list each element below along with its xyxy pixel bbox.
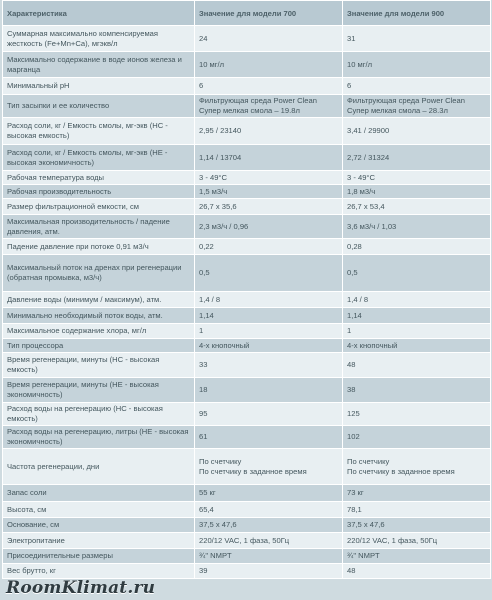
table-body	[3, 26, 491, 579]
value-model-700: 0,5	[195, 255, 343, 292]
spec-name: Расход соли, кг / Емкость смолы, мг-экв (НС - высокая емкость)	[3, 118, 195, 145]
spec-name: Частота регенерации, дни	[3, 449, 195, 485]
value-model-700: 2,3 м3/ч / 0,96	[195, 215, 343, 239]
value-model-700: 4-х кнопочный	[195, 339, 343, 353]
table-row	[3, 564, 491, 579]
table-row	[3, 518, 491, 533]
value-model-900: 1,8 м3/ч	[343, 185, 491, 199]
table-row	[3, 533, 491, 549]
spec-name: Присоединительные размеры	[3, 549, 195, 564]
spec-name: Электропитание	[3, 533, 195, 549]
table-row	[3, 549, 491, 564]
table-row	[3, 324, 491, 339]
value-model-900: 1	[343, 324, 491, 339]
table-row	[3, 308, 491, 324]
table-row	[3, 485, 491, 502]
value-model-900: 1,4 / 8	[343, 292, 491, 308]
value-model-900: 3,41 / 29900	[343, 118, 491, 145]
value-model-900: 78,1	[343, 502, 491, 518]
value-model-700: 55 кг	[195, 485, 343, 502]
spec-name: Тип процессора	[3, 339, 195, 353]
value-model-900: 6	[343, 78, 491, 95]
spec-name: Минимальный pH	[3, 78, 195, 95]
value-model-700: 0,22	[195, 239, 343, 255]
value-model-700: 37,5 x 47,6	[195, 518, 343, 533]
spec-name: Расход соли, кг / Емкость смолы, мг-экв (НЕ - высокая экономичность)	[3, 145, 195, 171]
spec-name: Основание, см	[3, 518, 195, 533]
spec-name: Суммарная максимально компенсируемая жесткость (Fe+Mn+Ca), мгэкв/л	[3, 26, 195, 52]
spec-name: Расход воды на регенерацию, литры (НЕ - высокая экономичность)	[3, 426, 195, 449]
value-model-900: 48	[343, 353, 491, 378]
table-row	[3, 185, 491, 199]
spec-name: Высота, см	[3, 502, 195, 518]
value-model-700: 6	[195, 78, 343, 95]
table-header	[3, 1, 491, 26]
table-row	[3, 52, 491, 78]
spec-name: Вес брутто, кг	[3, 564, 195, 579]
value-model-900: 220/12 VAC, 1 фаза, 50Гц	[343, 533, 491, 549]
table-row	[3, 145, 491, 171]
value-model-700: 3 - 49°C	[195, 171, 343, 185]
value-model-700: 1,14 / 13704	[195, 145, 343, 171]
table-row	[3, 292, 491, 308]
value-model-700: 10 мг/л	[195, 52, 343, 78]
spec-name: Давление воды (минимум / максимум), атм.	[3, 292, 195, 308]
spec-name: Время регенерации, минуты (НЕ - высокая экономичность)	[3, 378, 195, 403]
value-model-900: 2,72 / 31324	[343, 145, 491, 171]
value-model-700: 1	[195, 324, 343, 339]
spec-name: Размер фильтрационной емкости, см	[3, 199, 195, 215]
spec-name: Запас соли	[3, 485, 195, 502]
table-row	[3, 353, 491, 378]
value-model-900: 3 - 49°C	[343, 171, 491, 185]
value-model-700: 24	[195, 26, 343, 52]
value-model-900: Фильтрующая среда Power Clean Супер мелкая смола – 28.3л	[343, 95, 491, 118]
table-row	[3, 78, 491, 95]
value-model-900: 4-х кнопочный	[343, 339, 491, 353]
value-model-900: По счетчику По счетчику в заданное время	[343, 449, 491, 485]
value-model-900: ¾" NMPT	[343, 549, 491, 564]
value-model-700: 2,95 / 23140	[195, 118, 343, 145]
spec-name: Максимальный поток на дренах при регенерации (обратная промывка, м3/ч)	[3, 255, 195, 292]
value-model-700: 1,4 / 8	[195, 292, 343, 308]
spec-name: Рабочая производительность	[3, 185, 195, 199]
table-row	[3, 95, 491, 118]
spec-name: Тип засыпки и ее количество	[3, 95, 195, 118]
value-model-900: 26,7 x 53,4	[343, 199, 491, 215]
header-characteristic: Характеристика	[3, 1, 195, 26]
table-row	[3, 255, 491, 292]
table-row	[3, 215, 491, 239]
table-row	[3, 426, 491, 449]
value-model-900: 1,14	[343, 308, 491, 324]
value-model-700: 39	[195, 564, 343, 579]
table-row	[3, 199, 491, 215]
table-row	[3, 26, 491, 52]
value-model-900: 3,6 м3/ч / 1,03	[343, 215, 491, 239]
table-row	[3, 378, 491, 403]
spec-name: Минимально необходимый поток воды, атм.	[3, 308, 195, 324]
site-logo: RoomKlimat.ru	[6, 578, 156, 598]
table-row	[3, 239, 491, 255]
spec-name: Время регенерации, минуты (НС - высокая емкость)	[3, 353, 195, 378]
value-model-700: 18	[195, 378, 343, 403]
table-row	[3, 403, 491, 426]
spec-name: Падение давление при потоке 0,91 м3/ч	[3, 239, 195, 255]
spec-name: Расход воды на регенерацию (НС - высокая емкость)	[3, 403, 195, 426]
value-model-900: 125	[343, 403, 491, 426]
value-model-900: 10 мг/л	[343, 52, 491, 78]
spec-table	[2, 0, 491, 579]
value-model-700: 61	[195, 426, 343, 449]
table-row	[3, 118, 491, 145]
header-model-900: Значение для модели 900	[343, 1, 491, 26]
spec-name: Рабочая температура воды	[3, 171, 195, 185]
value-model-700: По счетчику По счетчику в заданное время	[195, 449, 343, 485]
value-model-700: 95	[195, 403, 343, 426]
value-model-700: 65,4	[195, 502, 343, 518]
spec-name: Максимальное содержание хлора, мг/л	[3, 324, 195, 339]
value-model-900: 0,28	[343, 239, 491, 255]
value-model-900: 0,5	[343, 255, 491, 292]
value-model-900: 37,5 x 47,6	[343, 518, 491, 533]
value-model-900: 31	[343, 26, 491, 52]
table-row	[3, 449, 491, 485]
value-model-700: 220/12 VAC, 1 фаза, 50Гц	[195, 533, 343, 549]
spec-name: Максимальная производительность / падение давления, атм.	[3, 215, 195, 239]
value-model-700: Фильтрующая среда Power Clean Супер мелкая смола – 19.8л	[195, 95, 343, 118]
value-model-700: 26,7 x 35,6	[195, 199, 343, 215]
value-model-700: 1,5 м3/ч	[195, 185, 343, 199]
table-row	[3, 171, 491, 185]
value-model-700: ¾" NMPT	[195, 549, 343, 564]
value-model-700: 33	[195, 353, 343, 378]
table-row	[3, 339, 491, 353]
table-row	[3, 502, 491, 518]
value-model-900: 102	[343, 426, 491, 449]
value-model-700: 1,14	[195, 308, 343, 324]
header-model-700: Значение для модели 700	[195, 1, 343, 26]
value-model-900: 48	[343, 564, 491, 579]
value-model-900: 38	[343, 378, 491, 403]
spec-name: Максимально содержание в воде ионов железа и марганца	[3, 52, 195, 78]
value-model-900: 73 кг	[343, 485, 491, 502]
